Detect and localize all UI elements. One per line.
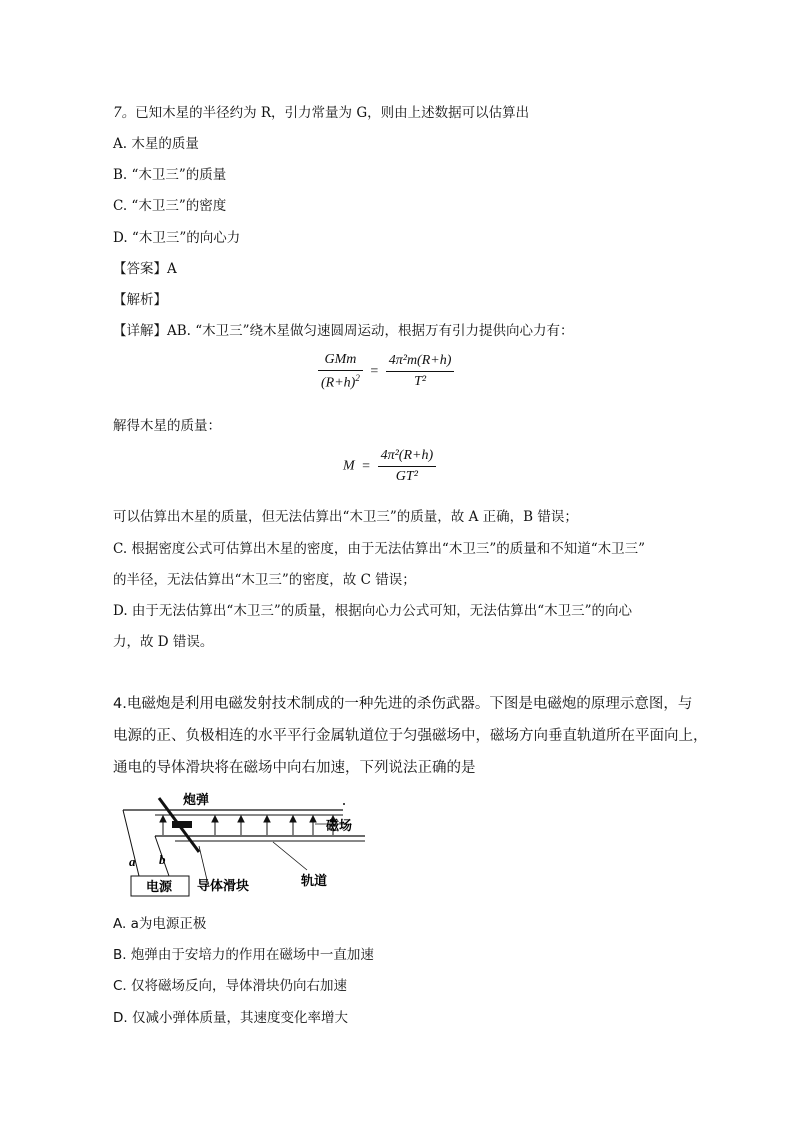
- q4-stem-line-2: 电源的正、负极相连的水平平行金属轨道位于匀强磁场中，磁场方向垂直轨道所在平面向上，: [113, 728, 708, 744]
- formula1-rhs-num: 4π²m(R+h): [386, 353, 455, 372]
- label-projectile: 炮弹: [183, 793, 210, 808]
- q3-stem-prefix: 7。: [113, 105, 136, 121]
- label-slider: 导体滑块: [197, 879, 250, 894]
- formula1-rhs-den: T²: [414, 374, 427, 390]
- q3-solve-text: 解得木星的质量：: [113, 418, 221, 434]
- label-rail: 轨道: [301, 874, 328, 889]
- formula2-rhs: [378, 448, 437, 485]
- label-power: 电源: [146, 880, 173, 895]
- q3-conclusion-d-2: 力，故 D 错误。: [113, 634, 214, 650]
- formula2-den: GT²: [395, 469, 418, 484]
- formula-jupiter-mass: M = $\frac{\text{4π²(R+h)}}{\text{GT²}}$: [343, 448, 436, 485]
- rail-pointer: [273, 842, 307, 870]
- label-field: 磁场: [326, 819, 353, 834]
- q4-option-a: A. a为电源正极: [113, 916, 207, 932]
- q3-option-a: A. 木星的质量: [113, 136, 199, 152]
- q3-stem-text: 已知木星的半径约为 R，引力常量为 G，则由上述数据可以估算出: [135, 105, 530, 121]
- q3-conclusion-ab: 可以估算出木星的质量，但无法估算出“木卫三”的质量，故 A 正确，B 错误；: [113, 509, 578, 525]
- q3-option-b: B. “木卫三”的质量: [113, 167, 227, 183]
- q4-option-d: D. 仅减小弹体质量，其速度变化率增大: [113, 1010, 348, 1026]
- formula-gravitation: $\frac{\text{GMm}}{(R+h)^2}$ = $\frac{\text{4π²m(R+h)}}{\text{T²}}$: [318, 352, 454, 392]
- q3-detail: 【详解】AB. “木卫三”绕木星做匀速圆周运动，根据万有引力提供向心力有：: [113, 323, 574, 339]
- q3-answer: 【答案】A: [113, 261, 177, 277]
- formula2-num: 4π²(R+h): [378, 448, 437, 467]
- formula1-lhs: [318, 352, 363, 392]
- label-b: b: [159, 852, 166, 867]
- q3-conclusion-d-1: D. 由于无法估算出“木卫三”的质量，根据向心力公式可知，无法估算出“木卫三”的向心: [113, 603, 633, 619]
- formula1-lhs-den: $(R+h)^2$: [321, 373, 360, 391]
- label-a: a: [129, 854, 136, 869]
- railgun-diagram: [115, 790, 395, 900]
- q3-conclusion-c-1: C. 根据密度公式可估算出木星的密度，由于无法估算出“木卫三”的质量和不知道“木卫三”: [113, 541, 646, 557]
- q3-option-c: C. “木卫三”的密度: [113, 198, 227, 214]
- q4-option-c: C. 仅将磁场反向，导体滑块仍向右加速: [113, 978, 348, 994]
- projectile: [172, 821, 192, 828]
- slider-pointer: [199, 846, 207, 880]
- formula1-rhs: [386, 353, 455, 390]
- q3-option-d: D. “木卫三”的向心力: [113, 230, 241, 246]
- q4-option-b: B. 炮弹由于安培力的作用在磁场中一直加速: [113, 947, 374, 963]
- q3-analysis-heading: 【解析】: [113, 292, 167, 308]
- q4-stem-line-1: 4.电磁炮是利用电磁发射技术制成的一种先进的杀伤武器。下图是电磁炮的原理示意图，与: [113, 696, 693, 712]
- q3-stem: [113, 103, 529, 123]
- q4-stem-line-3: 通电的导体滑块将在磁场中向右加速，下列说法正确的是: [113, 760, 476, 776]
- formula2-lhs: M: [343, 458, 355, 474]
- formula1-lhs-num: GMm: [318, 352, 363, 371]
- q3-conclusion-c-2: 的半径，无法估算出“木卫三”的密度，故 C 错误；: [113, 572, 416, 588]
